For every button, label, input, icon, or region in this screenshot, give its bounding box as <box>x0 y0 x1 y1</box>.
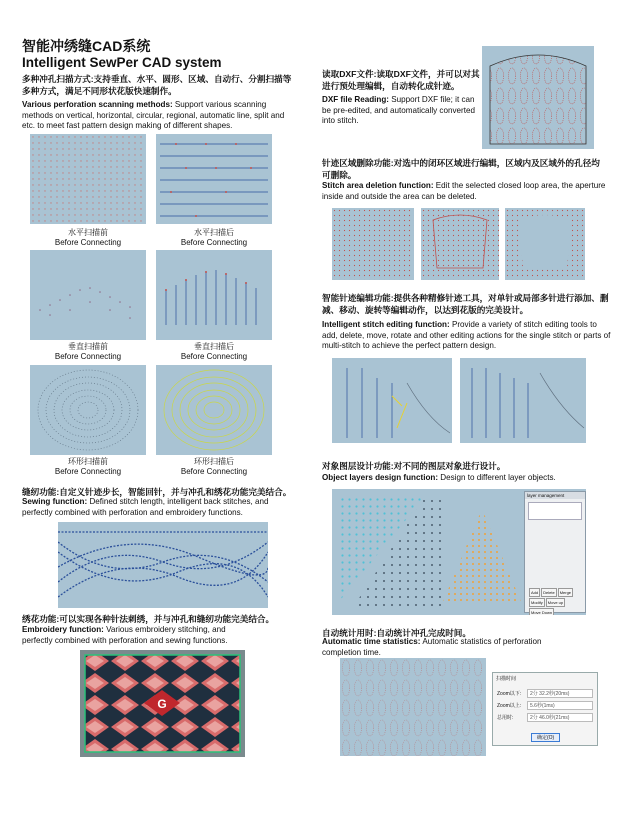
layer-merge-button[interactable]: Merge <box>559 590 572 595</box>
layers-en <box>322 473 602 484</box>
sewing-graphic <box>58 522 268 608</box>
sewing-panel <box>58 522 268 608</box>
dxf-title-en: DXF file Reading: <box>322 95 390 104</box>
timing-title-cn: 自动统计用时: <box>322 628 377 638</box>
timing-row-label: Zoom以下: <box>497 690 522 697</box>
timing-en <box>322 637 562 658</box>
dxf-panel <box>482 46 594 149</box>
caption-5-en: Before Connecting <box>54 467 122 476</box>
caption-1-en: Before Connecting <box>54 238 122 247</box>
layer-delete-button[interactable]: Delete <box>543 590 555 595</box>
scan-panel-horizontal-after <box>156 134 272 224</box>
stitch-edit-cn <box>322 292 612 316</box>
stitch-area-desc-en: Edit the selected closed loop area, the aperture inside and outside the area can be deleted. <box>322 181 606 201</box>
embroidery-letter: G <box>157 697 167 711</box>
layers-title-cn: 对象图层设计功能: <box>322 461 394 471</box>
dxf-en <box>322 95 477 127</box>
sewing-title-cn: 缝纫功能: <box>22 487 60 497</box>
timing-rows <box>497 687 593 723</box>
stitch-area-desc-cn: 对选中的闭环区域进行编辑，区域内及区域外的孔径均可删除。 <box>322 158 600 180</box>
layer-list[interactable] <box>528 502 582 520</box>
timing-graphic <box>340 658 486 756</box>
caption-6-cn: 环形扫描后 <box>194 457 234 466</box>
caption-1-cn: 水平扫描前 <box>68 228 108 237</box>
embroidery-cn <box>22 613 302 625</box>
perforation-title-cn: 多种冲孔扫描方式: <box>22 74 94 84</box>
stitch-area-panel-2 <box>421 208 499 280</box>
timing-ok-button[interactable]: 确定(O) <box>531 733 560 742</box>
dxf-desc-cn: 读取DXF文件，并可以对其进行预处理编辑，自动转化成针迹。 <box>322 69 480 91</box>
layer-dialog-title: layer management <box>525 492 585 499</box>
timing-row-label: Zoom以上: <box>497 702 522 709</box>
stitch-edit-title-en: Intelligent stitch editing function: <box>322 320 450 329</box>
caption-5 <box>30 457 146 477</box>
caption-5-cn: 环形扫描前 <box>68 457 108 466</box>
sewing-desc-en: Defined stitch length, intelligent back stitches, and perfectly combined with perforation and embroidery functions. <box>22 497 269 517</box>
stitch-area-panel-1 <box>332 208 414 280</box>
stitch-area-title-cn: 针迹区域删除功能: <box>322 158 394 168</box>
embroidery-title-en: Embroidery function: <box>22 625 104 634</box>
stitch-edit-en <box>322 320 612 352</box>
timing-row <box>497 699 593 711</box>
vertical-before-graphic <box>30 250 146 340</box>
stitch-edit-desc-en: Provide a variety of stitch editing tools to add, delete, move, rotate and other editing actions for the single stitch or parts of multi-stitch to achieve the perfect pattern design. <box>322 320 611 351</box>
circular-before-graphic <box>30 365 146 455</box>
timing-desc-en: Automatic statistics of perforation completion time. <box>322 637 542 657</box>
stitch-edit-panel-2 <box>460 358 586 443</box>
perforation-desc-en: Support various scanning methods on vertical, horizontal, circular, regional, automatic line, split and etc. to meet fast pattern design making of different shapes. <box>22 100 285 131</box>
dxf-cn <box>322 68 480 92</box>
stitch-edit-panel-1 <box>332 358 452 443</box>
scan-panel-vertical-after <box>156 250 272 340</box>
caption-3-en: Before Connecting <box>54 352 122 361</box>
timing-title-en: Automatic time statistics: <box>322 637 421 646</box>
timing-row <box>497 687 593 699</box>
layers-panel <box>332 489 586 615</box>
timing-row-value: 2分 32.2秒(20ms) <box>527 689 593 698</box>
caption-2-en: Before Connecting <box>180 238 248 247</box>
perforation-cn <box>22 73 297 97</box>
embroidery-desc-en: Various embroidery stitching, and perfectly combined with perforation and sewing functions. <box>22 625 228 645</box>
layer-moveup-button[interactable]: Move up <box>547 600 564 605</box>
page-title-en: Intelligent SewPer CAD system <box>22 55 222 70</box>
timing-panel <box>340 658 486 756</box>
stitch-area-graphic-2 <box>421 208 499 280</box>
stitch-edit-graphic-2 <box>460 358 586 443</box>
embroidery-desc-cn: 可以实现各种针法刺绣，并与冲孔和缝纫功能完美结合。 <box>59 614 275 624</box>
page-title-cn: 智能冲绣缝CAD系统 <box>22 38 151 54</box>
layer-movedown-button[interactable]: Move Down <box>531 610 553 615</box>
sewing-desc-cn: 自定义针迹步长，智能回针，并与冲孔和绣花功能完美结合。 <box>59 487 292 497</box>
sewing-title-en: Sewing function: <box>22 497 88 506</box>
layers-desc-en: Design to different layer objects. <box>440 473 556 482</box>
stitch-area-panel-3 <box>505 208 585 280</box>
caption-4-cn: 垂直扫描后 <box>194 342 234 351</box>
scan-panel-horizontal-before <box>30 134 146 224</box>
timing-row-value: 5.6秒(1ms) <box>527 701 593 710</box>
dxf-desc-en: Support DXF file; it can be pre-edited, and automatically converted into stitch. <box>322 95 475 126</box>
perforation-title-en: Various perforation scanning methods: <box>22 100 173 109</box>
caption-4-en: Before Connecting <box>180 352 248 361</box>
stitch-edit-graphic-1 <box>332 358 452 443</box>
layers-title-en: Object layers design function: <box>322 473 439 482</box>
stitch-edit-title-cn: 智能针迹编辑功能: <box>322 293 394 303</box>
horizontal-before-graphic <box>30 134 146 224</box>
timing-desc-cn: 自动统计冲孔完成时间。 <box>376 628 471 638</box>
caption-3 <box>30 342 146 362</box>
scan-panel-circular-before <box>30 365 146 455</box>
timing-dialog <box>492 672 598 746</box>
stitch-area-graphic-3 <box>505 208 585 280</box>
perforation-desc-cn: 支持垂直、水平、圆形、区域、自动行、分割扫描等多种方式，满足不同形状花版快速制作。 <box>22 74 292 96</box>
embroidery-en <box>22 625 252 646</box>
caption-3-cn: 垂直扫描前 <box>68 342 108 351</box>
circular-after-graphic <box>156 365 272 455</box>
vertical-after-graphic <box>156 250 272 340</box>
caption-1 <box>30 228 146 248</box>
embroidery-graphic <box>80 650 245 757</box>
scan-panel-vertical-before <box>30 250 146 340</box>
perforation-en <box>22 100 297 132</box>
stitch-edit-desc-cn: 提供各种精修针迹工具，对单针或局部多针进行添加、删减、移动、旋转等编辑动作，以达到花版的完美设计。 <box>322 293 609 315</box>
stitch-area-cn <box>322 157 602 181</box>
dxf-graphic <box>482 46 594 149</box>
embroidery-panel <box>80 650 245 757</box>
caption-6 <box>156 457 272 477</box>
layers-desc-cn: 对不同的图层对象进行设计。 <box>393 461 506 471</box>
caption-6-en: Before Connecting <box>180 467 248 476</box>
sewing-en <box>22 497 282 518</box>
stitch-area-title-en: Stitch area deletion function: <box>322 181 434 190</box>
timing-row <box>497 711 593 723</box>
caption-2 <box>156 228 272 248</box>
timing-row-value: 2分 46.0秒(21ms) <box>527 713 593 722</box>
dxf-title-cn: 读取DXF文件: <box>322 69 377 79</box>
scan-panel-circular-after <box>156 365 272 455</box>
timing-row-label: 总用时: <box>497 714 514 721</box>
stitch-area-en <box>322 181 607 202</box>
timing-dialog-title: 扫描时间 <box>496 676 517 682</box>
layers-cn <box>322 460 602 472</box>
horizontal-after-graphic <box>156 134 272 224</box>
layer-add-button[interactable]: Add <box>531 590 539 595</box>
stitch-area-graphic-1 <box>332 208 414 280</box>
layer-modify-button[interactable]: Modify <box>531 600 543 605</box>
caption-4 <box>156 342 272 362</box>
embroidery-title-cn: 绣花功能: <box>22 614 60 624</box>
caption-2-cn: 水平扫描后 <box>194 228 234 237</box>
layer-dialog <box>524 491 586 613</box>
